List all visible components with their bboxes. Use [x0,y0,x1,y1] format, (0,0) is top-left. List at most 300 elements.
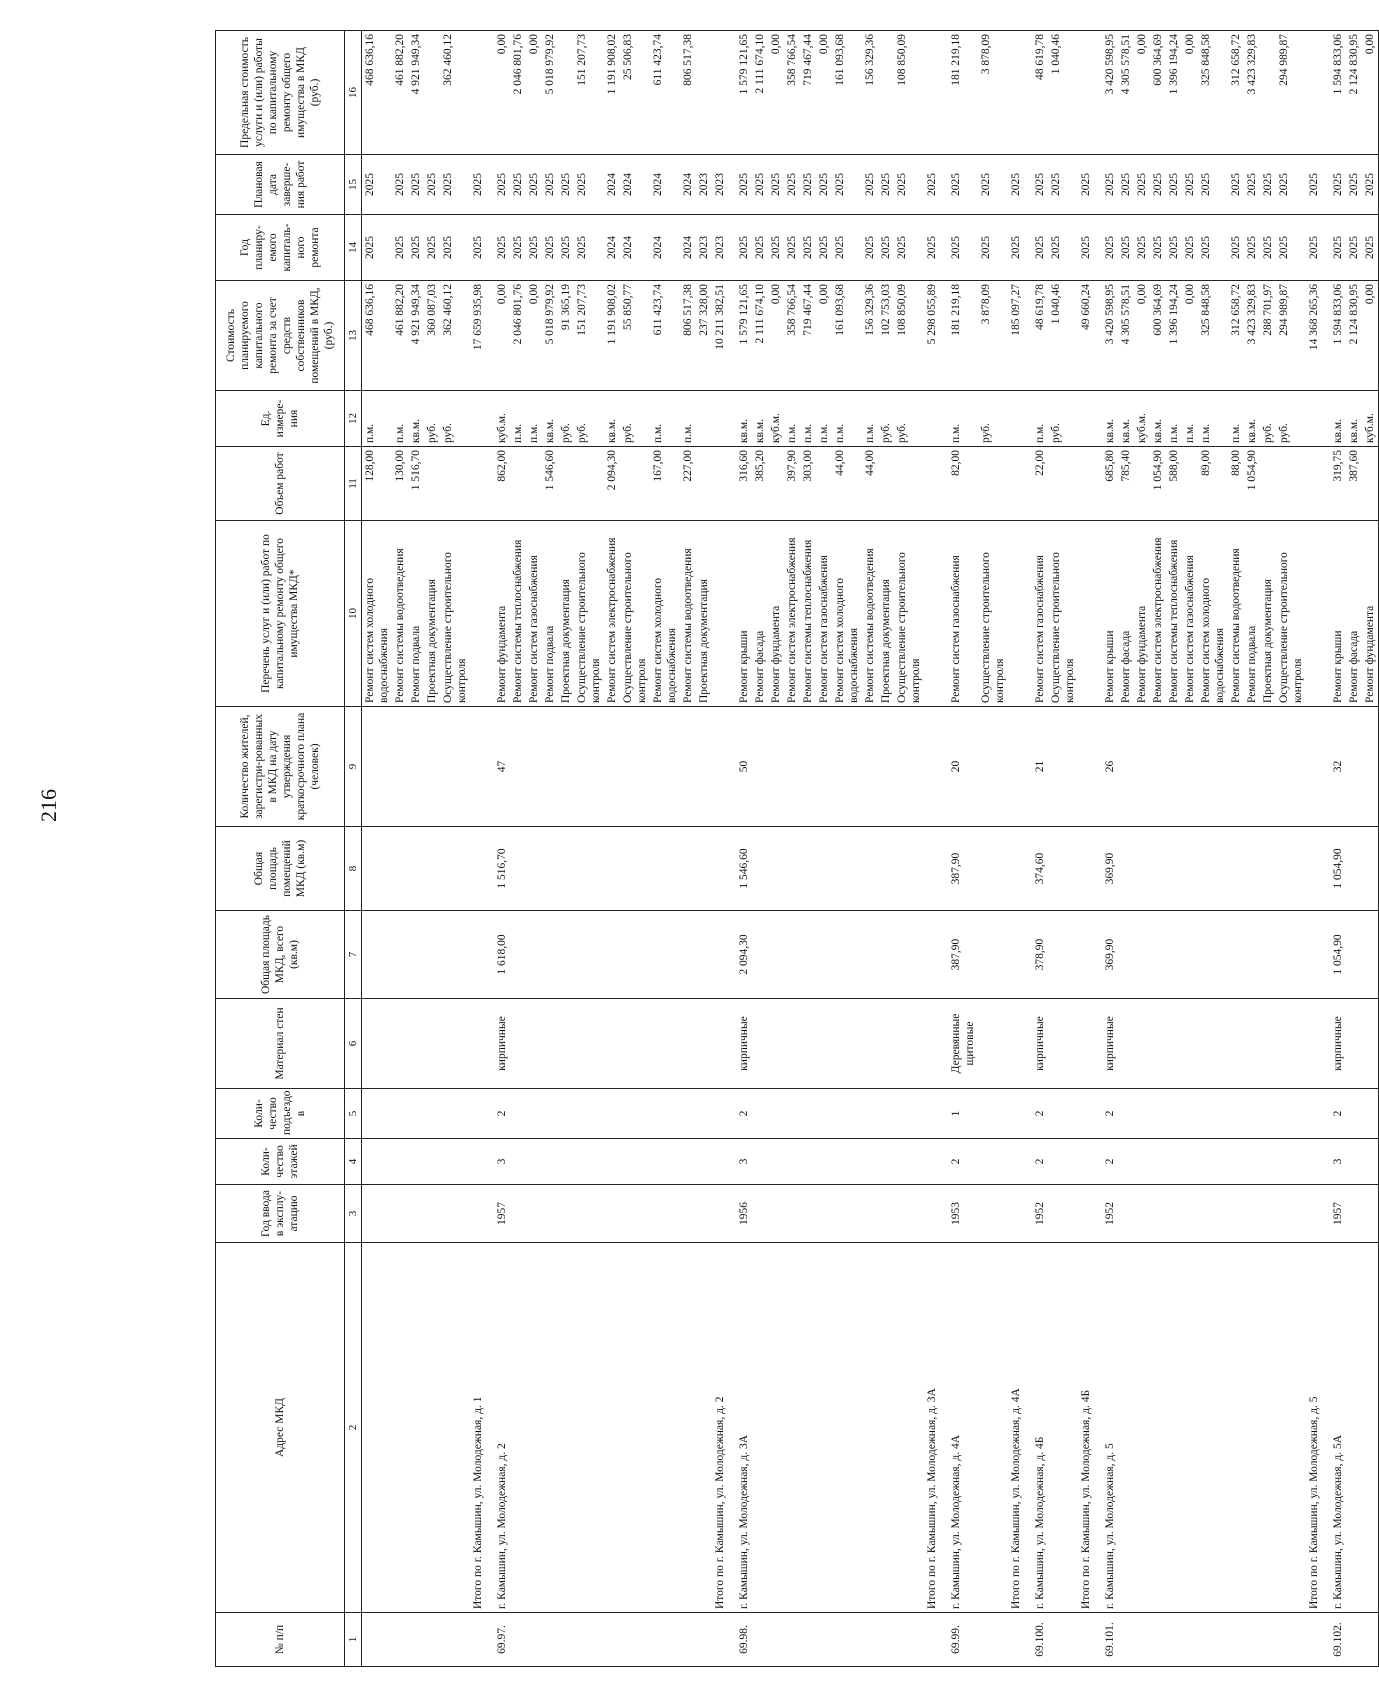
work-type-cell: Ремонт фасада [1118,521,1134,707]
build-year-cell [894,1185,924,1243]
limit-cost-cell: 0,00 [816,31,832,155]
limit-cost-cell: 1 040,46 [1048,31,1078,155]
spacer-cell [728,1089,736,1139]
floors-cell: 2 [948,1139,978,1185]
total-area-cell [862,911,878,999]
work-type-cell: Осуществление строительного контроля [1276,521,1306,707]
spacer-cell [1094,215,1102,281]
table-row [696,31,712,1667]
entrances-cell [470,1089,486,1139]
floors-cell [650,1139,680,1185]
address-cell [604,1243,620,1613]
column-header: Материал стен [216,999,345,1089]
end-date-cell: 2025 [362,155,393,215]
floors-cell [752,1139,768,1185]
cost-cell: 156 329,36 [862,281,878,391]
total-area-cell [1134,911,1150,999]
column-header: № п/п [216,1613,345,1667]
address-cell [408,1243,424,1613]
premises-area-cell [440,827,470,911]
table-row [470,31,486,1667]
spacer-cell [486,707,494,827]
limit-cost-cell: 156 329,36 [862,31,878,155]
cost-cell: 325 848,58 [1198,281,1228,391]
cost-cell: 5 018 979,92 [542,281,558,391]
work-type-cell [1078,521,1094,707]
limit-cost-cell: 3 878,09 [978,31,1008,155]
build-year-cell [650,1185,680,1243]
floors-cell [1276,1139,1306,1185]
spacer-row [1094,31,1102,1667]
unit-cell: п.м. [1198,391,1228,447]
work-volume-cell: 2 094,30 [604,447,620,521]
entrances-cell: 2 [1032,1089,1048,1139]
column-header: Объем работ [216,447,345,521]
spacer-cell [1024,447,1032,521]
limit-cost-cell: 181 219,18 [948,31,978,155]
work-volume-cell [1362,447,1379,521]
repair-year-cell: 2025 [542,215,558,281]
table-row [1102,31,1118,1667]
unit-cell: руб. [558,391,574,447]
column-number: 10 [345,521,362,707]
wall-material-cell [526,999,542,1089]
unit-cell: куб.м. [1134,391,1150,447]
work-volume-cell: 130,00 [392,447,408,521]
unit-cell: п.м. [680,391,696,447]
address-cell [696,1243,712,1613]
spacer-cell [1322,281,1330,391]
entrances-cell [392,1089,408,1139]
total-area-cell: 2 094,30 [736,911,752,999]
end-date-cell: 2025 [784,155,800,215]
floors-cell [1260,1139,1276,1185]
repair-year-cell: 2025 [1008,215,1024,281]
floors-cell [1182,1139,1198,1185]
cost-cell: 719 467,44 [800,281,816,391]
row-number-cell [680,1613,696,1667]
repair-year-cell: 2025 [768,215,784,281]
premises-area-cell [878,827,894,911]
work-type-cell: Проектная документация [1260,521,1276,707]
work-volume-cell [1048,447,1078,521]
unit-cell [712,391,728,447]
residents-cell [878,707,894,827]
wall-material-cell [362,999,393,1089]
repair-year-cell: 2025 [494,215,510,281]
work-volume-cell: 22,00 [1032,447,1048,521]
page-number: 216 [36,789,61,822]
spacer-row [1322,31,1330,1667]
limit-cost-cell [1008,31,1024,155]
unit-cell: руб. [1260,391,1276,447]
premises-area-cell [832,827,862,911]
build-year-cell [620,1185,650,1243]
wall-material-cell [680,999,696,1089]
cost-cell: 237 328,00 [696,281,712,391]
work-type-cell [924,521,940,707]
cost-cell: 2 046 801,76 [510,281,526,391]
unit-cell: кв.м. [752,391,768,447]
table-row [1134,31,1150,1667]
build-year-cell [878,1185,894,1243]
cost-cell: 91 365,19 [558,281,574,391]
build-year-cell [800,1185,816,1243]
work-type-cell: Ремонт систем газоснабжения [948,521,978,707]
floors-cell [1306,1139,1322,1185]
unit-cell: кв.м. [736,391,752,447]
work-volume-cell [1276,447,1306,521]
entrances-cell [1048,1089,1078,1139]
unit-cell: куб.м. [768,391,784,447]
spacer-cell [1024,215,1032,281]
residents-cell: 26 [1102,707,1118,827]
residents-cell: 32 [1330,707,1346,827]
repair-year-cell: 2024 [680,215,696,281]
work-volume-cell [894,447,924,521]
cost-cell: 4 305 578,51 [1118,281,1134,391]
floors-cell [1166,1139,1182,1185]
residents-cell [1244,707,1260,827]
address-cell: Итого по г. Камышин, ул. Молодежная, д. 1 [470,1243,486,1613]
spacer-cell [1322,155,1330,215]
end-date-cell: 2025 [752,155,768,215]
end-date-cell: 2025 [1078,155,1094,215]
work-type-cell: Ремонт систем электроснабжения [1150,521,1166,707]
entrances-cell [816,1089,832,1139]
entrances-cell [362,1089,393,1139]
premises-area-cell [1150,827,1166,911]
work-type-cell: Ремонт фундамента [494,521,510,707]
end-date-cell: 2025 [440,155,470,215]
limit-cost-cell [1306,31,1322,155]
row-number-cell [1166,1613,1182,1667]
repair-year-cell: 2025 [1048,215,1078,281]
build-year-cell [1228,1185,1244,1243]
repair-year-cell: 2025 [1276,215,1306,281]
row-number-cell [1198,1613,1228,1667]
build-year-cell [712,1185,728,1243]
entrances-cell [752,1089,768,1139]
wall-material-cell [1134,999,1150,1089]
work-type-cell: Ремонт систем газоснабжения [1182,521,1198,707]
limit-cost-cell: 0,00 [494,31,510,155]
repair-year-cell: 2025 [1118,215,1134,281]
total-area-cell [424,911,440,999]
address-cell [1228,1243,1244,1613]
end-date-cell: 2024 [650,155,680,215]
entrances-cell [440,1089,470,1139]
build-year-cell [1134,1185,1150,1243]
premises-area-cell [1048,827,1078,911]
address-cell [1260,1243,1276,1613]
total-area-cell [696,911,712,999]
premises-area-cell [558,827,574,911]
residents-cell [862,707,878,827]
work-volume-cell [424,447,440,521]
work-volume-cell [1182,447,1198,521]
column-header: Предельная стоимость услуги и (или) работы по капитальному ремонту общего имущества в МКД (руб.) [216,31,345,155]
residents-cell [1276,707,1306,827]
residents-cell [510,707,526,827]
residents-cell [680,707,696,827]
cost-cell: 0,00 [1362,281,1379,391]
floors-cell [878,1139,894,1185]
work-volume-cell [878,447,894,521]
row-number-cell [392,1613,408,1667]
build-year-cell: 1953 [948,1185,978,1243]
column-header: Перечень услуг и (или) работ по капитальному ремонту общего имущества МКД* [216,521,345,707]
table-row [558,31,574,1667]
column-header: Плановая дата заверше-ния работ [216,155,345,215]
build-year-cell [604,1185,620,1243]
table-row [1330,31,1346,1667]
build-year-cell: 1957 [494,1185,510,1243]
limit-cost-cell: 600 364,69 [1150,31,1166,155]
spacer-cell [486,999,494,1089]
work-volume-cell: 88,00 [1228,447,1244,521]
repair-year-cell: 2025 [510,215,526,281]
spacer-cell [1094,1243,1102,1613]
wall-material-cell [1118,999,1134,1089]
total-area-cell [1244,911,1260,999]
wall-material-cell: кирпичные [1330,999,1346,1089]
address-cell [440,1243,470,1613]
column-number: 16 [345,31,362,155]
address-cell [526,1243,542,1613]
address-cell [1346,1243,1362,1613]
work-type-cell: Проектная документация [878,521,894,707]
total-area-cell [604,911,620,999]
total-area-cell [392,911,408,999]
wall-material-cell [440,999,470,1089]
work-type-cell: Ремонт фундамента [1362,521,1379,707]
cost-cell: 1 396 194,24 [1166,281,1182,391]
address-cell [650,1243,680,1613]
limit-cost-cell: 151 207,73 [574,31,604,155]
repair-year-cell: 2025 [1102,215,1118,281]
residents-cell [362,707,393,827]
end-date-cell: 2025 [1134,155,1150,215]
floors-cell [1228,1139,1244,1185]
spacer-cell [1024,31,1032,155]
floors-cell: 3 [736,1139,752,1185]
end-date-cell: 2024 [620,155,650,215]
build-year-cell [424,1185,440,1243]
repair-year-cell: 2025 [392,215,408,281]
premises-area-cell [712,827,728,911]
cost-cell: 461 882,20 [392,281,408,391]
residents-cell [1260,707,1276,827]
floors-cell [408,1139,424,1185]
cost-cell: 0,00 [768,281,784,391]
build-year-cell [542,1185,558,1243]
spacer-row [486,31,494,1667]
premises-area-cell [1166,827,1182,911]
repair-year-cell: 2025 [862,215,878,281]
column-number-row [345,31,362,1667]
end-date-cell: 2025 [878,155,894,215]
unit-cell: п.м. [832,391,862,447]
repair-year-cell: 2025 [1330,215,1346,281]
address-cell: Итого по г. Камышин, ул. Молодежная, д. 3А [924,1243,940,1613]
floors-cell [894,1139,924,1185]
repair-year-cell: 2025 [800,215,816,281]
premises-area-cell [784,827,800,911]
floors-cell [832,1139,862,1185]
table-row [1198,31,1228,1667]
floors-cell [1346,1139,1362,1185]
spacer-cell [728,999,736,1089]
row-number-cell [620,1613,650,1667]
limit-cost-cell: 3 423 329,83 [1244,31,1260,155]
floors-cell [392,1139,408,1185]
entrances-cell [1244,1089,1260,1139]
spacer-cell [1322,447,1330,521]
unit-cell: п.м. [1032,391,1048,447]
table-row [1276,31,1306,1667]
floors-cell [784,1139,800,1185]
build-year-cell [816,1185,832,1243]
address-cell: г. Камышин, ул. Молодежная, д. 2 [494,1243,510,1613]
build-year-cell [784,1185,800,1243]
unit-cell: руб. [894,391,924,447]
build-year-cell [862,1185,878,1243]
residents-cell [558,707,574,827]
table-row [978,31,1008,1667]
column-header: Год планиру-емого капиталь-ного ремонта [216,215,345,281]
residents-cell [1306,707,1322,827]
row-number-cell: 69.99. [948,1613,978,1667]
table-row [712,31,728,1667]
residents-cell: 20 [948,707,978,827]
unit-cell: п.м. [948,391,978,447]
repair-year-cell: 2025 [924,215,940,281]
spacer-cell [486,281,494,391]
total-area-cell [440,911,470,999]
cost-cell: 362 460,12 [440,281,470,391]
work-type-cell: Ремонт системы водоотведения [680,521,696,707]
floors-cell [604,1139,620,1185]
premises-area-cell [470,827,486,911]
total-area-cell [1228,911,1244,999]
build-year-cell [392,1185,408,1243]
unit-cell: кв.м. [1244,391,1260,447]
spacer-cell [1322,391,1330,447]
address-cell [620,1243,650,1613]
floors-cell [696,1139,712,1185]
table-row [1244,31,1260,1667]
table-row [408,31,424,1667]
build-year-cell [1362,1185,1379,1243]
entrances-cell [800,1089,816,1139]
repair-year-cell: 2025 [526,215,542,281]
column-number: 14 [345,215,362,281]
limit-cost-cell: 362 460,12 [440,31,470,155]
work-volume-cell: 319,75 [1330,447,1346,521]
column-number: 7 [345,911,362,999]
residents-cell [712,707,728,827]
spacer-cell [1094,707,1102,827]
entrances-cell [832,1089,862,1139]
work-volume-cell: 316,60 [736,447,752,521]
limit-cost-cell [924,31,940,155]
limit-cost-cell: 0,00 [768,31,784,155]
work-type-cell: Осуществление строительного контроля [574,521,604,707]
end-date-cell: 2025 [1306,155,1322,215]
limit-cost-cell: 161 093,68 [832,31,862,155]
build-year-cell [1276,1185,1306,1243]
row-number-cell: 69.102. [1330,1613,1346,1667]
spacer-cell [1094,1089,1102,1139]
repair-year-cell: 2025 [948,215,978,281]
limit-cost-cell [424,31,440,155]
floors-cell: 2 [1032,1139,1048,1185]
table-row [1166,31,1182,1667]
row-number-cell [878,1613,894,1667]
address-cell [816,1243,832,1613]
wall-material-cell [1260,999,1276,1089]
total-area-cell [650,911,680,999]
premises-area-cell [1260,827,1276,911]
end-date-cell: 2024 [604,155,620,215]
spacer-cell [1024,281,1032,391]
work-type-cell: Ремонт систем холодного водоснабжения [1198,521,1228,707]
work-type-cell [1008,521,1024,707]
work-type-cell: Ремонт подвала [408,521,424,707]
entrances-cell [1182,1089,1198,1139]
residents-cell [1198,707,1228,827]
spacer-row [728,31,736,1667]
work-volume-cell [620,447,650,521]
entrances-cell [978,1089,1008,1139]
cost-cell: 294 989,87 [1276,281,1306,391]
work-volume-cell [924,447,940,521]
cost-cell: 0,00 [526,281,542,391]
premises-area-cell [978,827,1008,911]
repair-year-cell: 2025 [752,215,768,281]
residents-cell [768,707,784,827]
cost-cell: 2 111 674,10 [752,281,768,391]
build-year-cell [832,1185,862,1243]
total-area-cell [816,911,832,999]
unit-cell: куб.м. [1362,391,1379,447]
total-area-cell [752,911,768,999]
cost-cell: 1 191 908,02 [604,281,620,391]
spacer-cell [1024,1243,1032,1613]
floors-cell [1078,1139,1094,1185]
table-row [800,31,816,1667]
wall-material-cell [924,999,940,1089]
end-date-cell: 2025 [948,155,978,215]
spacer-cell [728,521,736,707]
cost-cell: 358 766,54 [784,281,800,391]
premises-area-cell [894,827,924,911]
build-year-cell [558,1185,574,1243]
wall-material-cell [712,999,728,1089]
work-type-cell: Ремонт систем газоснабжения [526,521,542,707]
residents-cell [1228,707,1244,827]
spacer-cell [728,215,736,281]
work-type-cell: Ремонт системы водоотведения [392,521,408,707]
end-date-cell: 2024 [680,155,696,215]
column-number: 5 [345,1089,362,1139]
address-cell [832,1243,862,1613]
column-number: 11 [345,447,362,521]
premises-area-cell [752,827,768,911]
table-row [392,31,408,1667]
residents-cell [894,707,924,827]
